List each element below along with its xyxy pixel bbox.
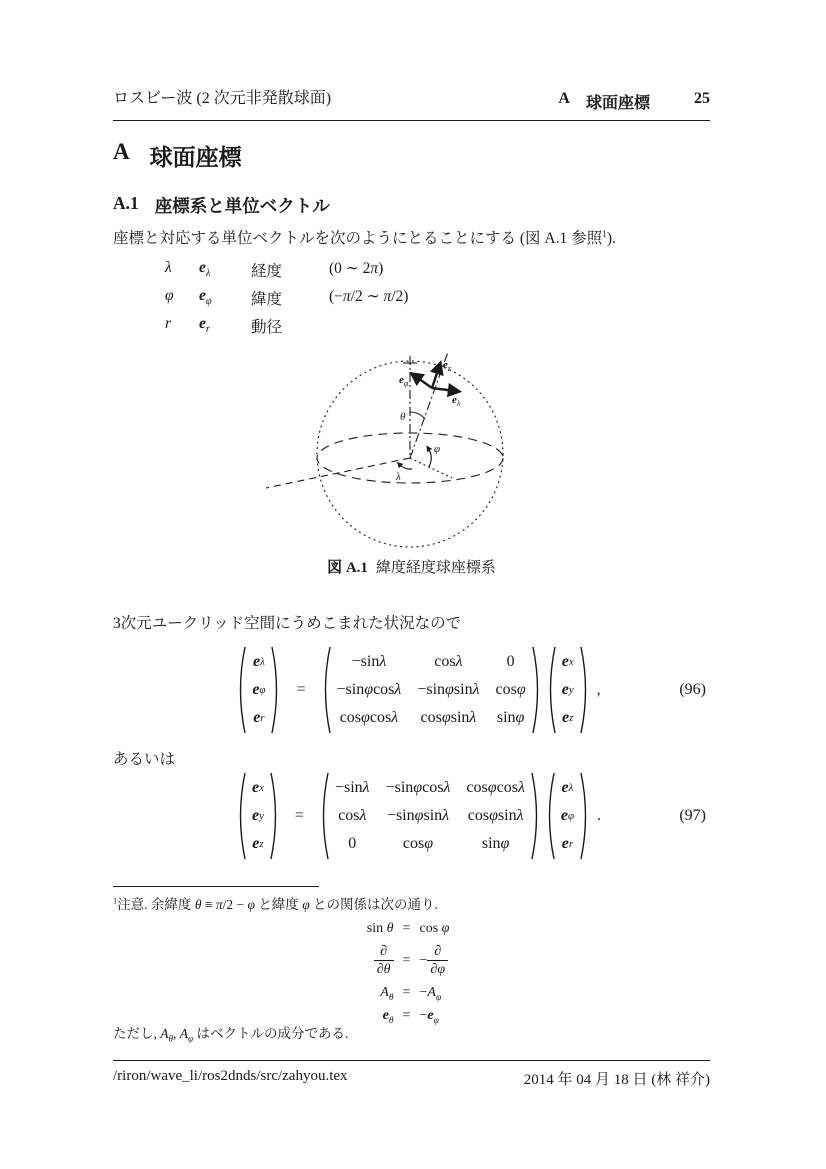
coord-label: 緯度 — [251, 291, 283, 308]
right-paren — [270, 644, 283, 736]
paragraph-or: あるいは — [113, 751, 176, 768]
footnote-mark: 1 — [113, 896, 118, 906]
eq96-matrix — [332, 650, 531, 730]
page-footer — [113, 1068, 710, 1089]
e-r-vector — [432, 367, 439, 388]
phi-arrow — [428, 448, 431, 467]
fn-lhs: $e_\theta$ — [382, 1008, 394, 1026]
matrix-cell: cos λ — [434, 653, 463, 670]
header-section-number: A — [558, 90, 570, 107]
coordinate-list — [165, 259, 408, 337]
footnote-equations — [113, 921, 710, 1024]
coord-symbol: φ — [165, 287, 174, 304]
right-paren — [531, 644, 544, 736]
eq97-lhs-vector — [247, 776, 269, 856]
right-paren — [579, 644, 592, 736]
subsection-heading — [113, 193, 330, 218]
figure-caption-label: 図 A.1 — [327, 560, 368, 576]
figure-caption — [113, 556, 710, 577]
header-right — [558, 90, 710, 113]
vector-entry: e r — [561, 835, 574, 852]
vector-entry: e z — [562, 709, 574, 726]
matrix-cell: sin φ — [481, 835, 510, 852]
coord-range — [329, 315, 408, 337]
vector-entry: e x — [251, 779, 264, 796]
footnote-eq-row — [330, 944, 494, 978]
right-paren — [269, 770, 282, 862]
footnote-reference-mark: 1 — [602, 228, 607, 240]
coord-symbol: r — [165, 315, 172, 332]
vector-entry: e y — [251, 807, 264, 824]
footnote-body: 注意. 余緯度 θ ≡ π/2 − φ と緯度 φ との関係は次の通り. — [117, 897, 438, 912]
sphere-figure — [262, 352, 532, 552]
vector-entry: e φ — [252, 681, 266, 698]
matrix-cell: cos φ sin λ — [420, 709, 477, 726]
lambda-label: λ — [396, 471, 401, 483]
fraction: $\frac{\partial}{\partial\theta}$ — [374, 944, 394, 978]
matrix-cell: cos λ — [338, 807, 367, 824]
subsection-title-text: 座標系と単位ベクトル — [154, 196, 330, 216]
left-paren — [234, 770, 247, 862]
fn-rhs: $-A_\varphi$ — [419, 985, 442, 1003]
figure-caption-text: 緯度経度球座標系 — [375, 560, 496, 576]
vector-entry: e y — [561, 681, 574, 698]
footnote-rule — [113, 886, 319, 887]
matrix-cell: sin φ — [496, 709, 525, 726]
equation-97-body — [119, 764, 716, 868]
footer-rule — [113, 1060, 710, 1061]
fraction: $\frac{\partial}{\partial\varphi}$ — [427, 944, 448, 978]
coord-vector: $e_\lambda$ — [199, 259, 211, 280]
header-left-title: ロスビー波 (2 次元非発散球面) — [113, 90, 332, 107]
left-paren — [544, 644, 557, 736]
vector-entry: e φ — [560, 807, 575, 824]
equals-sign: = — [294, 807, 304, 824]
coord-label: 経度 — [251, 263, 283, 280]
x-axis-line — [266, 458, 410, 488]
page-number: 25 — [694, 90, 710, 107]
vector-entry: e x — [561, 653, 574, 670]
coord-label: 動径 — [251, 319, 283, 336]
phi-label: φ — [434, 443, 441, 455]
matrix-cell: cos φ — [495, 681, 526, 698]
equals-sign: = — [296, 681, 306, 698]
matrix-cell: − sin λ — [334, 779, 370, 796]
matrix-cell: − sin φ sin λ — [386, 807, 450, 824]
matrix-cell: − sin φ cos λ — [385, 779, 451, 796]
eq97-rhs-vector — [556, 776, 579, 856]
footnote-eq-row — [330, 921, 494, 937]
equation-97 — [113, 764, 710, 868]
left-paren — [234, 644, 247, 736]
equation-96 — [113, 638, 710, 742]
theta-arc — [410, 412, 425, 419]
matrix-cell: cos φ sin λ — [467, 807, 524, 824]
eq96-rhs-vector — [557, 650, 579, 730]
matrix-cell: 0 — [506, 653, 515, 670]
right-paren — [579, 770, 592, 862]
header-section-title: 球面座標 — [585, 95, 650, 112]
paragraph-embedding: 3次元ユークリッド空間にうめこまれた状況なので — [113, 615, 462, 632]
left-paren — [317, 770, 330, 862]
vector-entry: e r — [253, 709, 265, 726]
matrix-cell: cos φ cos λ — [339, 709, 399, 726]
subsection-number: A.1 — [113, 193, 139, 213]
equals-sign: = — [402, 921, 411, 936]
vector-entry: e λ — [253, 653, 265, 670]
equation-number: (97) — [679, 807, 706, 824]
sphere-figure-svg — [262, 352, 532, 552]
equation-punctuation: . — [597, 807, 602, 824]
equals-sign: = — [402, 1008, 411, 1023]
coord-vector: $e_r$ — [199, 315, 210, 336]
matrix-cell: cos φ — [402, 835, 434, 852]
coord-range: (−π/2 ∼ π/2) — [329, 288, 409, 305]
right-paren — [530, 770, 543, 862]
eq97-matrix — [330, 776, 530, 856]
equation-number: (96) — [679, 681, 706, 698]
theta-label: θ — [400, 411, 406, 423]
section-title-text: 球面座標 — [149, 145, 242, 170]
equals-sign: = — [402, 985, 411, 1000]
lambda-arc — [399, 464, 412, 469]
coord-symbol: λ — [165, 259, 172, 276]
e-lambda-label: $e_\lambda$ — [452, 394, 461, 408]
fn-rhs: $-e_\varphi$ — [419, 1008, 439, 1026]
coord-vector: $e_\varphi$ — [199, 287, 212, 308]
header-section — [558, 90, 650, 113]
fn-lhs: $A_\theta$ — [380, 985, 394, 1003]
intro-paragraph — [113, 226, 716, 248]
section-number: A — [113, 139, 130, 164]
e-phi-vector — [415, 376, 432, 388]
vector-entry: e z — [252, 835, 264, 852]
matrix-cell: cos φ cos λ — [466, 779, 525, 796]
matrix-cell: 0 — [348, 835, 357, 852]
footnote-eq-row — [330, 985, 494, 1001]
intro-text-end: ). — [606, 230, 616, 247]
e-r-label: $e_r$ — [443, 359, 452, 373]
e-phi-label: $e_\varphi$ — [399, 374, 409, 388]
footnote-closing: ただし, $A_\theta$, $A_\varphi$ はベクトルの成分である. — [113, 1026, 349, 1044]
section-heading — [113, 139, 242, 172]
e-lambda-vector — [432, 388, 455, 391]
fn-lhs — [330, 944, 394, 978]
left-paren — [319, 644, 332, 736]
equation-96-body — [119, 638, 716, 742]
equals-sign: = — [402, 953, 411, 968]
page-header — [113, 85, 710, 121]
footer-date-author: 2014 年 04 月 18 日 (林 祥介) — [523, 1072, 710, 1088]
equation-punctuation: , — [596, 681, 601, 698]
left-paren — [543, 770, 556, 862]
matrix-cell: − sin φ cos λ — [336, 681, 402, 698]
coord-range: (0 ∼ 2π) — [329, 260, 384, 277]
matrix-cell: − sin λ — [351, 653, 387, 670]
eq96-lhs-vector — [247, 650, 270, 730]
vector-entry: e λ — [561, 779, 574, 796]
intro-text: 座標と対応する単位ベクトルを次のようにとることにする (図 A.1 参照 — [113, 230, 603, 247]
fn-lhs: sin θ — [366, 921, 394, 936]
fn-rhs: − $\frac{\partial}{\partial\varphi}$ — [420, 944, 494, 978]
matrix-cell: − sin φ sin λ — [417, 681, 480, 698]
fn-rhs: cos φ — [419, 921, 450, 936]
footnote-text — [113, 893, 716, 913]
footer-file-path: /riron/wave_li/ros2dnds/src/zahyou.tex — [113, 1068, 348, 1084]
